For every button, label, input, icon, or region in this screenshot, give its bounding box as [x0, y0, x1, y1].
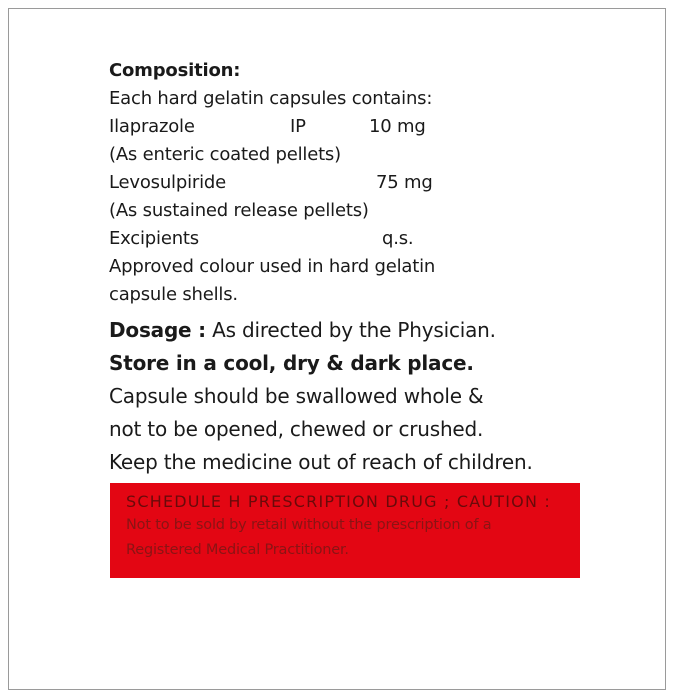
instruction-line: Capsule should be swallowed whole &	[109, 384, 484, 408]
label-content	[109, 57, 589, 479]
dosage-label: Dosage :	[109, 318, 206, 342]
colour-statement-line: Approved colour used in hard gelatin	[109, 256, 436, 277]
ingredient-standard: IP	[290, 116, 306, 137]
ingredient-name: Ilaprazole	[109, 116, 195, 137]
colour-statement-line: capsule shells.	[109, 284, 238, 305]
caution-title: SCHEDULE H PRESCRIPTION DRUG ; CAUTION :	[126, 492, 552, 511]
ingredient-quantity: q.s.	[382, 228, 414, 249]
ingredient-row-ilaprazole	[109, 113, 589, 141]
caution-text: Not to be sold by retail without the prescription of a	[126, 517, 492, 533]
ingredient-row-excipients	[109, 225, 589, 253]
dosage-text: As directed by the Physician.	[205, 318, 496, 342]
instruction-line: not to be opened, chewed or crushed.	[109, 417, 484, 441]
ingredient-note: (As enteric coated pellets)	[109, 144, 341, 165]
caution-box	[110, 483, 580, 578]
ingredient-note: (As sustained release pellets)	[109, 200, 369, 221]
composition-heading: Composition:	[109, 60, 241, 81]
storage-instruction: Store in a cool, dry & dark place.	[109, 351, 474, 375]
dosage-line	[109, 314, 589, 347]
caution-text: Registered Medical Practitioner.	[126, 542, 349, 558]
ingredient-name: Excipients	[109, 228, 199, 249]
ingredient-row-levosulpiride	[109, 169, 589, 197]
instruction-line: Keep the medicine out of reach of children.	[109, 450, 533, 474]
composition-intro: Each hard gelatin capsules contains:	[109, 88, 433, 109]
ingredient-name: Levosulpiride	[109, 172, 226, 193]
ingredient-quantity: 10 mg	[369, 116, 426, 137]
ingredient-quantity: 75 mg	[376, 172, 433, 193]
